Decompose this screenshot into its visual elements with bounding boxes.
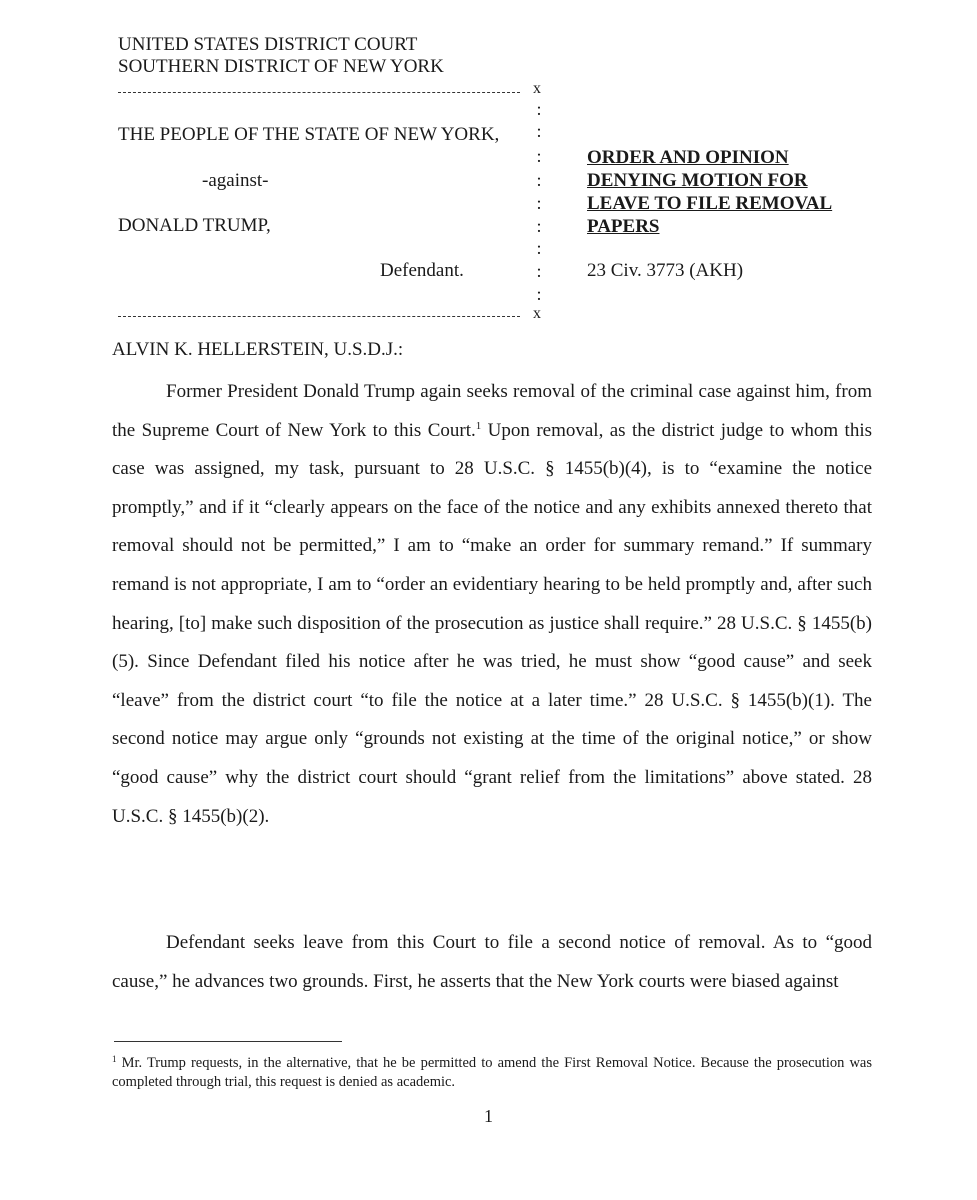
court-name: UNITED STATES DISTRICT COURT: [118, 34, 418, 55]
court-district: SOUTHERN DISTRICT OF NEW YORK: [118, 56, 444, 77]
caption-defendant-name: DONALD TRUMP,: [118, 215, 271, 236]
footnote-1: [112, 1054, 872, 1092]
caption-plaintiff: THE PEOPLE OF THE STATE OF NEW YORK,: [118, 124, 500, 145]
document-title-line-1: ORDER AND OPINION: [587, 147, 789, 168]
case-number: 23 Civ. 3773 (AKH): [587, 260, 744, 281]
document-title-line-4: PAPERS: [587, 216, 660, 237]
paragraph-1-part-b: Upon removal, as the district judge to whom this case was assigned, my task, pursuant to 28 U.S.C. § 1455(b)(4), is to “examine the notice promptly,” and if it “clearly appears on the face of the notice and any exhibits annexed thereto that removal should not be permitted,” I am to “make an order for summary remand.” If summary remand is not appropriate, I am to “order an evidentiary hearing to be held promptly and, after such hearing, [to] make such disposition of the prosecution as justice shall require.” 28 U.S.C. § 1455(b)(5). Since Defendant filed his notice after he was tried, he must show “good cause” and seek “leave” from the district court “to file the notice at a later time.” 28 U.S.C. § 1455(b)(1). The second notice may argue only “grounds not existing at the time of the original notice,” or show “good cause” why the district court should “grant relief from the limitations” above stated. 28 U.S.C. § 1455(b)(2).: [112, 419, 872, 827]
paragraph-2-text: Defendant seeks leave from this Court to file a second notice of removal. As to “good cause,” he advances two grounds. First, he asserts that the New York courts were biased against: [112, 932, 872, 992]
document-title-line-2: DENYING MOTION FOR: [587, 170, 808, 191]
caption-top-x: x: [533, 80, 541, 97]
footnote-marker: 1: [112, 1054, 117, 1064]
document-title-line-3: LEAVE TO FILE REMOVAL: [587, 193, 833, 214]
caption-bottom-rule: [118, 316, 520, 317]
caption-colon-6: :: [536, 216, 542, 236]
page-number: 1: [484, 1106, 493, 1126]
footnote-rule: [114, 1041, 342, 1042]
caption-defendant-label: Defendant.: [380, 260, 464, 281]
caption-colon-5: :: [536, 193, 542, 213]
judge-name: ALVIN K. HELLERSTEIN, U.S.D.J.:: [112, 339, 404, 360]
caption-colon-7: :: [536, 238, 542, 258]
footnote-text: Mr. Trump requests, in the alternative, that he be permitted to amend the First Removal Notice. Because the prosecution was completed through trial, this request is denied as academic.: [112, 1055, 872, 1090]
body-paragraph-2: [112, 924, 872, 1001]
caption-colon-3: :: [536, 146, 542, 166]
caption-colon-4: :: [536, 170, 542, 190]
caption-colon-1: :: [536, 99, 542, 119]
body-paragraph-1: [112, 373, 872, 836]
caption-colon-9: :: [536, 284, 542, 304]
caption-against: -against-: [202, 170, 269, 191]
caption-colon-2: :: [536, 121, 542, 141]
footnote-reference-1: 1: [475, 419, 482, 432]
caption-bottom-x: x: [533, 305, 541, 322]
paragraph-1-part-a: Former President Donald Trump again seeks removal of the criminal case against him, from the Supreme Court of New York to this Court.: [112, 381, 872, 441]
caption-colon-8: :: [536, 261, 542, 281]
caption-top-rule: [118, 92, 520, 93]
